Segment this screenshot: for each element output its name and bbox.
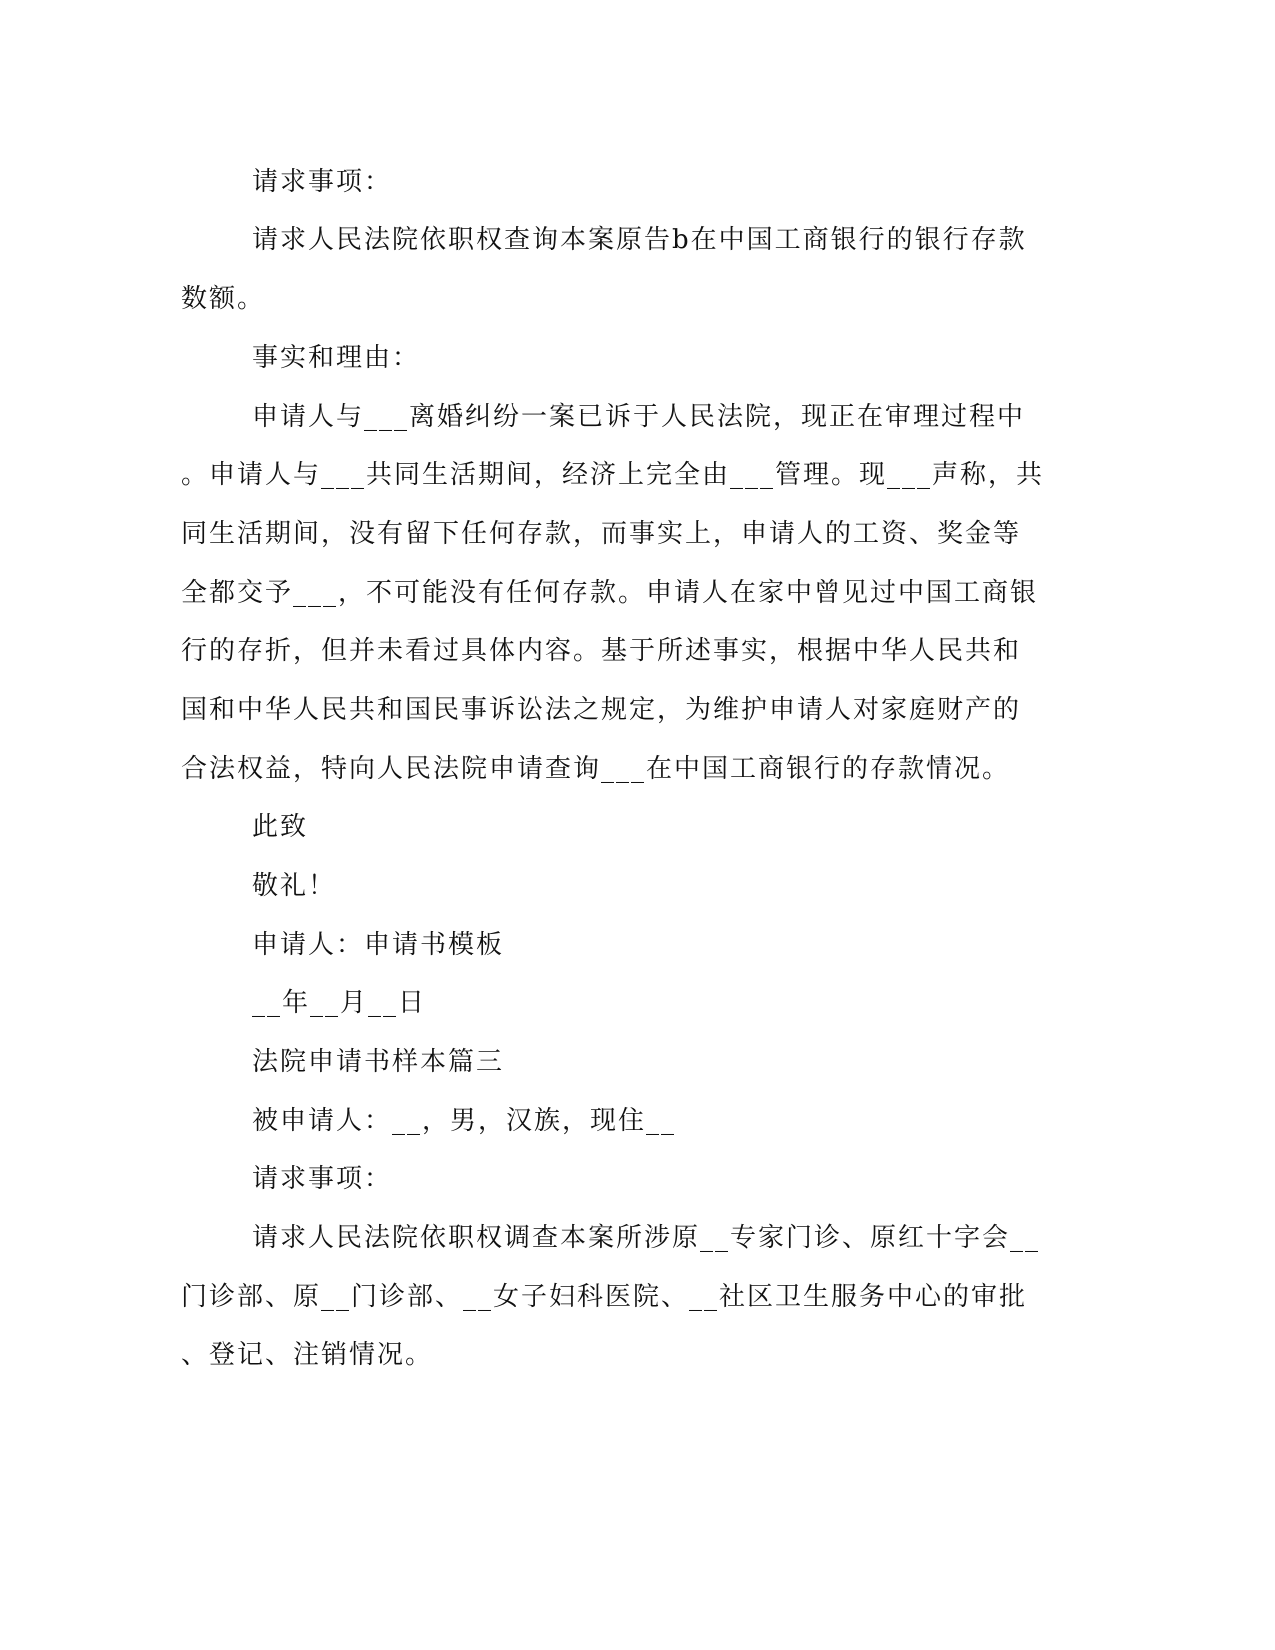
section-title: 法院申请书样本篇三 xyxy=(252,1047,505,1077)
request2-paragraph-line-2: 门诊部、原__门诊部、__女子妇科医院、__社区卫生服务中心的审批 xyxy=(181,1282,1028,1312)
request2-paragraph-line-1: 请求人民法院依职权调查本案所涉原__专家门诊、原红十字会__ xyxy=(252,1223,1041,1253)
closing-regards: 敬礼！ xyxy=(252,871,337,901)
applicant-signature: 申请人：申请书模板 xyxy=(252,930,505,960)
heading-request-items-2: 请求事项： xyxy=(252,1164,393,1194)
facts-paragraph-line-7: 合法权益，特向人民法院申请查询___在中国工商银行的存款情况。 xyxy=(181,754,1011,784)
facts-paragraph-line-5: 行的存折，但并未看过具体内容。基于所述事实，根据中华人民共和 xyxy=(181,636,1022,666)
request2-paragraph-line-3: 、登记、注销情况。 xyxy=(181,1340,434,1370)
heading-request-items: 请求事项： xyxy=(252,167,393,197)
respondent-line: 被申请人：__，男，汉族，现住__ xyxy=(252,1106,677,1136)
heading-facts-reasons: 事实和理由： xyxy=(252,343,421,373)
facts-paragraph-line-4: 全都交予___，不可能没有任何存款。申请人在家中曾见过中国工商银 xyxy=(181,578,1039,608)
facts-paragraph-line-6: 国和中华人民共和国民事诉讼法之规定，为维护申请人对家庭财产的 xyxy=(181,695,1022,725)
facts-paragraph-line-1: 申请人与___离婚纠纷一案已诉于人民法院，现正在审理过程中 xyxy=(252,402,1026,432)
request-paragraph-line-1: 请求人民法院依职权查询本案原告b在中国工商银行的银行存款 xyxy=(252,225,1027,255)
facts-paragraph-line-3: 同生活期间，没有留下任何存款，而事实上，申请人的工资、奖金等 xyxy=(181,519,1022,549)
request-paragraph-line-2: 数额。 xyxy=(181,284,266,314)
facts-paragraph-line-2: 。申请人与___共同生活期间，经济上完全由___管理。现___声称，共 xyxy=(181,460,1045,490)
date-line: __年__月__日 xyxy=(252,988,427,1018)
closing-salutation: 此致 xyxy=(252,812,309,842)
